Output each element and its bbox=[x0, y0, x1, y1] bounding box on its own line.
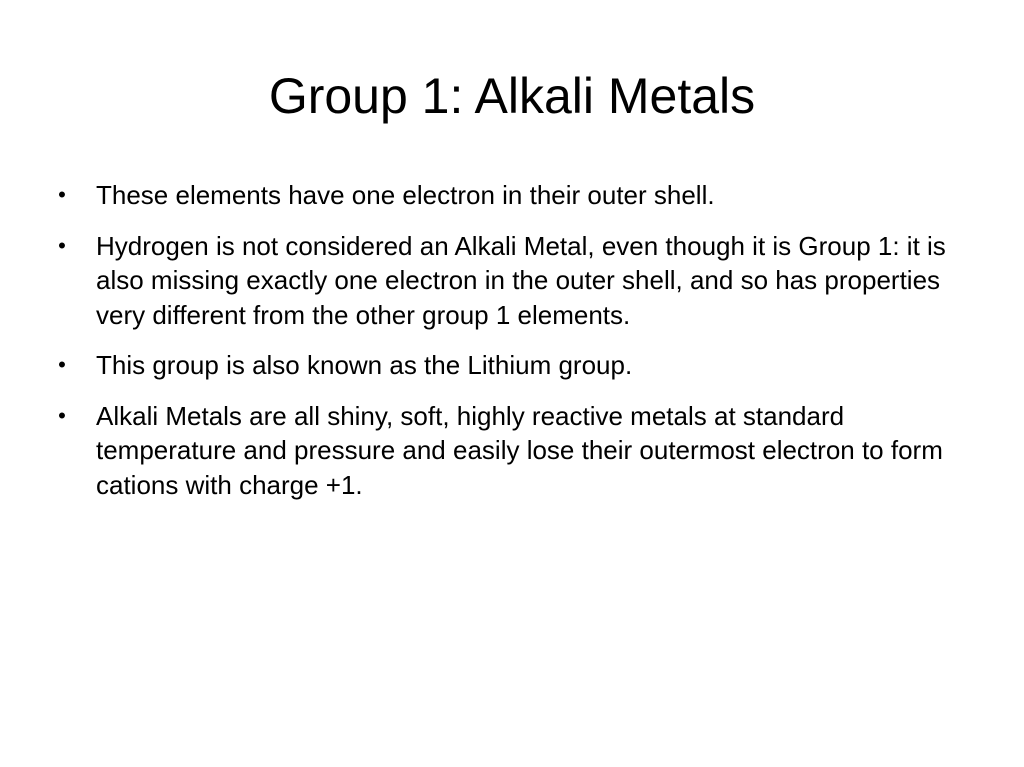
bullet-list bbox=[52, 178, 972, 518]
bullet-icon: • bbox=[58, 402, 66, 428]
bullet-icon: • bbox=[58, 182, 66, 207]
list-item bbox=[52, 229, 972, 333]
list-item bbox=[52, 348, 972, 383]
list-item bbox=[52, 399, 972, 503]
bullet-icon: • bbox=[58, 232, 66, 258]
bullet-text: This group is also known as the Lithium group. bbox=[96, 350, 633, 380]
bullet-text: Alkali Metals are all shiny, soft, highly reactive metals at standard temperature and pressure and easily lose their outermost electron to form cations with charge +1. bbox=[96, 400, 943, 500]
bullet-text: These elements have one electron in their outer shell. bbox=[96, 180, 715, 210]
list-item bbox=[52, 178, 972, 213]
slide-title: Group 1: Alkali Metals bbox=[268, 68, 756, 124]
bullet-text: Hydrogen is not considered an Alkali Metal, even though it is Group 1: it is also missing exactly one electron in the outer shell, and so has properties very different from the other group 1 elements. bbox=[96, 230, 946, 330]
bullet-icon: • bbox=[58, 352, 66, 377]
